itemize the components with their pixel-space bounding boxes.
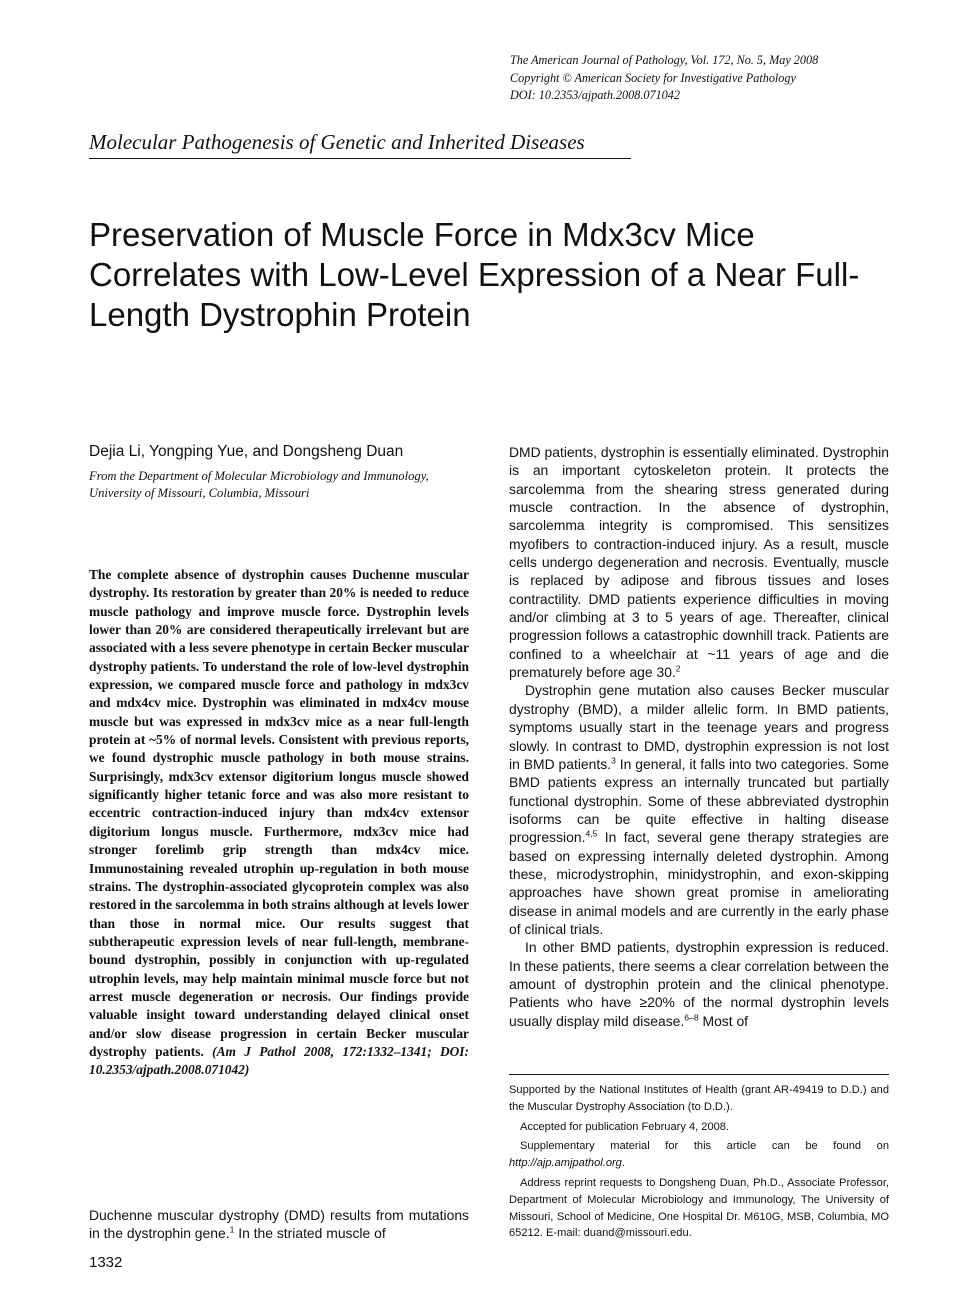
paragraph-text: DMD patients, dystrophin is essentially eliminated. Dystrophin is an important cytoskeleton protein. It protects the sarcolemma from the shearing stress generated during muscle contraction. In the absence of dystrophin, sarcolemma integrity is compromised. This sensitizes myofibers to contraction-induced injury. As a result, muscle cells undergo degeneration and necrosis. Eventually, muscle is replaced by adipose and fibrous tissues and loses contractility. DMD patients experience difficulties in moving and/or climbing at 3 to 5 years of age. Thereafter, clinical progression follows a catastrophic downhill track. Patients are confined to a wheelchair at ~11 years of age and die prematurely before age 30. <box>509 444 889 681</box>
body-paragraph <box>509 681 889 938</box>
intro-text-start: Duchenne muscular dystrophy (DMD) results from mutations in the dystrophin gene. <box>89 1207 469 1242</box>
body-paragraph <box>509 443 889 681</box>
author-list: Dejia Li, Yongping Yue, and Dongsheng Duan <box>89 443 404 460</box>
body-paragraph <box>509 938 889 1030</box>
body-column-right <box>509 443 889 1030</box>
paragraph-text: In general, it falls into two categories. Some BMD patients express an internally truncated but partially functional dystrophin. Some of these abbreviated dystrophin isoforms can be quite effective in halting disease progression. <box>509 755 889 846</box>
abstract-text: The complete absence of dystrophin causes Duchenne muscular dystrophy. Its restoration by greater than 20% is needed to reduce muscle pathology and improve muscle force. Dystrophin levels lower than 20% are considered therapeutically irrelevant but are associated with a less severe phenotype in certain Becker muscular dystrophy patients. To understand the role of low-level dystrophin expression, we compared muscle force and pathology in mdx3cv and mdx4cv mice. Dystrophin was eliminated in mdx4cv mouse muscle but was expressed in mdx3cv mice as a near full-length protein at ~5% of normal levels. Consistent with previous reports, we found dystrophic muscle pathology in both mouse strains. Surprisingly, mdx3cv extensor digitorium longus muscle showed significantly higher tetanic force and was also more resistant to eccentric contraction-induced injury than mdx4cv extensor digitorium longus muscle. Furthermore, mdx3cv mice had stronger forelimb grip strength than mdx4cv mice. Immunostaining revealed utrophin up-regulation in both mouse strains. The dystrophin-associated glycoprotein complex was also restored in the sarcolemma in both strains although at levels lower than those in normal mice. Our results suggest that subtherapeutic expression levels of near full-length, membrane-bound dystrophin, possibly in conjunction with up-regulated utrophin levels, may help maintain minimal muscle force but not arrest muscle degeneration or necrosis. Our findings provide valuable insight toward understanding delayed clinical onset and/or slow disease progression in certain Becker muscular dystrophy patients. <box>89 567 469 1059</box>
supplementary-end: . <box>621 1157 625 1170</box>
journal-header <box>510 52 950 105</box>
reference-marker[interactable]: 2 <box>675 663 681 674</box>
article-title: Preservation of Muscle Force in Mdx3cv Mice Correlates with Low-Level Expression of a Near Full-Length Dystrophin Protein <box>89 216 860 333</box>
copyright-line: Copyright © American Society for Investigative Pathology <box>510 70 796 85</box>
page-number: 1332 <box>89 1254 123 1271</box>
accepted-note: Accepted for publication February 4, 2008. <box>520 1120 730 1133</box>
funding-note: Supported by the National Institutes of Health (grant AR-49419 to D.D.) and the Muscular Dystrophy Association (to D.D.). <box>509 1084 889 1113</box>
paragraph-text: In other BMD patients, dystrophin expression is reduced. In these patients, there seems a clear correlation between the amount of dystrophin protein and the clinical phenotype. Patients who have ≥20% of the normal dystrophin levels usually display mild disease. <box>509 939 889 1029</box>
footnotes <box>509 1082 889 1245</box>
reprint-note: Address reprint requests to Dongsheng Duan, Ph.D., Associate Professor, Department of Molecular Microbiology and Immunology, The University of Missouri, School of Medicine, One Hospital Dr. M610G, MSB, Columbia, MO 65212. E-mail: duand@missouri.edu. <box>509 1176 889 1240</box>
abstract <box>89 566 469 1080</box>
doi-line: DOI: 10.2353/ajpath.2008.071042 <box>510 88 680 102</box>
affiliation: From the Department of Molecular Microbiology and Immunology, University of Missouri, Columbia, Missouri <box>89 469 429 500</box>
reference-marker[interactable]: 6–8 <box>684 1012 699 1023</box>
intro-paragraph <box>89 1206 469 1243</box>
intro-text-end: In the striated muscle of <box>234 1225 386 1242</box>
footnote-rule <box>509 1074 889 1075</box>
section-rule <box>89 158 631 159</box>
supplementary-link[interactable]: http://ajp.amjpathol.org <box>509 1157 622 1170</box>
paragraph-text: Dystrophin gene mutation also causes Becker muscular dystrophy (BMD), a milder allelic form. In BMD patients, symptoms usually start in the teenage years and progress slowly. In contrast to DMD, dystrophin expression is not lost in BMD patients. <box>509 682 889 772</box>
reference-marker[interactable]: 4,5 <box>585 828 598 839</box>
section-heading: Molecular Pathogenesis of Genetic and Inherited Diseases <box>89 130 585 154</box>
supplementary-text: Supplementary material for this article can be found on <box>520 1140 889 1153</box>
abstract-citation: (Am J Pathol 2008, 172:1332–1341; DOI: 10.2353/ajpath.2008.071042) <box>89 1043 469 1078</box>
paragraph-text: Most of <box>698 1012 749 1029</box>
reference-marker[interactable]: 3 <box>611 755 616 766</box>
supplementary-note <box>509 1138 889 1172</box>
reference-marker[interactable]: 1 <box>229 1224 235 1235</box>
journal-citation: The American Journal of Pathology, Vol. 172, No. 5, May 2008 <box>510 53 819 67</box>
paragraph-text: In fact, several gene therapy strategies are based on expressing internally deleted dystrophin. Among these, microdystrophin, minidystrophin, and exon-skipping approaches have shown great promise in ameliorating disease in animal models and are currently in the early phase of clinical trials. <box>509 829 889 937</box>
